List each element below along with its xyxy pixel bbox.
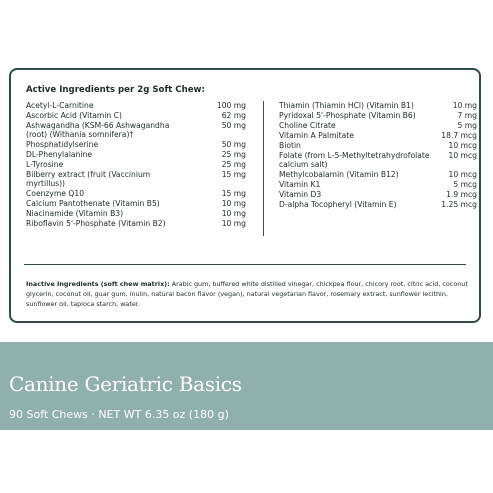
- ingredient-row: [279, 141, 477, 150]
- ingredient-row: [279, 151, 477, 170]
- ingredient-name: Niacinamide (Vitamin B3): [26, 208, 124, 218]
- ingredient-name: L-Tyrosine: [26, 159, 64, 169]
- ingredient-amount: 10 mcg: [448, 150, 477, 160]
- ingredient-row: [26, 170, 246, 189]
- ingredient-row: [26, 121, 246, 140]
- product-subtitle: 90 Soft Chews · NET WT 6.35 oz (180 g): [9, 408, 229, 421]
- ingredient-name: Vitamin K1: [279, 179, 321, 189]
- ingredient-amount: 5 mg: [457, 120, 477, 130]
- section-divider: [24, 264, 466, 265]
- ingredient-name: Riboflavin 5'-Phosphate (Vitamin B2): [26, 218, 166, 228]
- ingredient-amount: 25 mg: [221, 159, 246, 169]
- ingredient-row: [26, 160, 246, 169]
- ingredient-row: [279, 180, 477, 189]
- ingredient-name: Bilberry extract (fruit (Vaccinium myrtillus)): [26, 169, 151, 189]
- ingredient-amount: 100 mg: [216, 101, 246, 110]
- ingredient-row: [26, 209, 246, 218]
- ingredient-row: [279, 111, 477, 120]
- ingredient-name: Coenzyme Q10: [26, 189, 85, 199]
- ingredient-row: [279, 101, 477, 110]
- ingredient-amount: 15 mg: [221, 189, 246, 199]
- ingredient-amount: 62 mg: [221, 110, 246, 120]
- ingredient-name: Pyridoxal 5'-Phosphate (Vitamin B6): [279, 110, 416, 120]
- ingredient-row: [279, 131, 477, 140]
- ingredient-amount: 1.25 mcg: [441, 199, 477, 209]
- ingredients-panel: [9, 68, 481, 323]
- inactive-ingredients: [26, 279, 468, 309]
- ingredient-name: Folate (from L-5-Methyltetrahydrofolate calcium salt): [279, 150, 430, 169]
- product-title: Canine Geriatric Basics: [9, 372, 242, 396]
- ingredient-name: Ashwagandha (KSM-66 Ashwagandha (root) (Withania somnifera)†: [26, 120, 170, 140]
- ingredient-row: [279, 200, 477, 209]
- ingredient-name: Acetyl-L-Carnitine: [26, 101, 94, 110]
- ingredients-right-column: [279, 101, 477, 209]
- ingredient-row: [26, 101, 246, 110]
- inactive-ingredients-text: Arabic gum, buffered white distilled vinegar, chickpea flour, chicory root, citric acid, coconut glycerin, coconut oil, guar gum, inulin, natural bacon flavor (vegan), natural vegetarian flavor, rosemary extract, sunflower lecithin, sunflower oil, tapioca starch, water.: [26, 280, 468, 308]
- ingredient-amount: 10 mg: [221, 218, 246, 228]
- ingredient-amount: 7 mg: [457, 110, 477, 120]
- ingredient-name: Choline Citrate: [279, 120, 336, 130]
- ingredient-amount: 10 mcg: [448, 169, 477, 179]
- ingredient-name: Calcium Pantothenate (Vitamin B5): [26, 199, 160, 209]
- ingredient-row: [279, 190, 477, 199]
- ingredient-row: [26, 140, 246, 149]
- ingredient-row: [26, 219, 246, 228]
- ingredient-amount: 10 mcg: [448, 140, 477, 150]
- ingredient-row: [279, 170, 477, 179]
- ingredient-row: [26, 150, 246, 159]
- ingredient-amount: 18.7 mcg: [441, 130, 477, 140]
- ingredient-row: [26, 189, 246, 198]
- ingredient-amount: 1.9 mcg: [446, 189, 477, 199]
- ingredient-amount: 50 mg: [221, 140, 246, 150]
- bottom-margin: [0, 430, 493, 493]
- ingredient-name: Thiamin (Thiamin HCl) (Vitamin B1): [279, 101, 414, 110]
- ingredient-name: Methylcobalamin (Vitamin B12): [279, 169, 399, 179]
- ingredient-amount: 25 mg: [221, 150, 246, 160]
- ingredient-name: D-alpha Tocopheryl (Vitamin E): [279, 199, 397, 209]
- ingredient-amount: 50 mg: [221, 120, 246, 130]
- ingredient-row: [26, 199, 246, 208]
- column-divider: [263, 101, 264, 236]
- ingredient-name: Biotin: [279, 140, 301, 150]
- ingredient-row: [279, 121, 477, 130]
- ingredient-name: Phosphatidylserine: [26, 140, 99, 150]
- inactive-ingredients-label: Inactive Ingredients (soft chew matrix):: [26, 280, 170, 288]
- ingredient-amount: 5 mcg: [453, 179, 477, 189]
- ingredient-amount: 10 mg: [221, 199, 246, 209]
- ingredient-name: DL-Phenylalanine: [26, 150, 92, 160]
- ingredient-amount: 15 mg: [221, 169, 246, 179]
- ingredient-name: Vitamin A Palmitate: [279, 130, 354, 140]
- ingredient-amount: 10 mg: [221, 208, 246, 218]
- ingredient-name: Ascorbic Acid (Vitamin C): [26, 110, 122, 120]
- ingredients-left-column: [26, 101, 246, 229]
- active-ingredients-heading: Active Ingredients per 2g Soft Chew:: [26, 85, 205, 95]
- ingredient-row: [26, 111, 246, 120]
- ingredient-name: Vitamin D3: [279, 189, 322, 199]
- ingredient-amount: 10 mg: [452, 101, 477, 110]
